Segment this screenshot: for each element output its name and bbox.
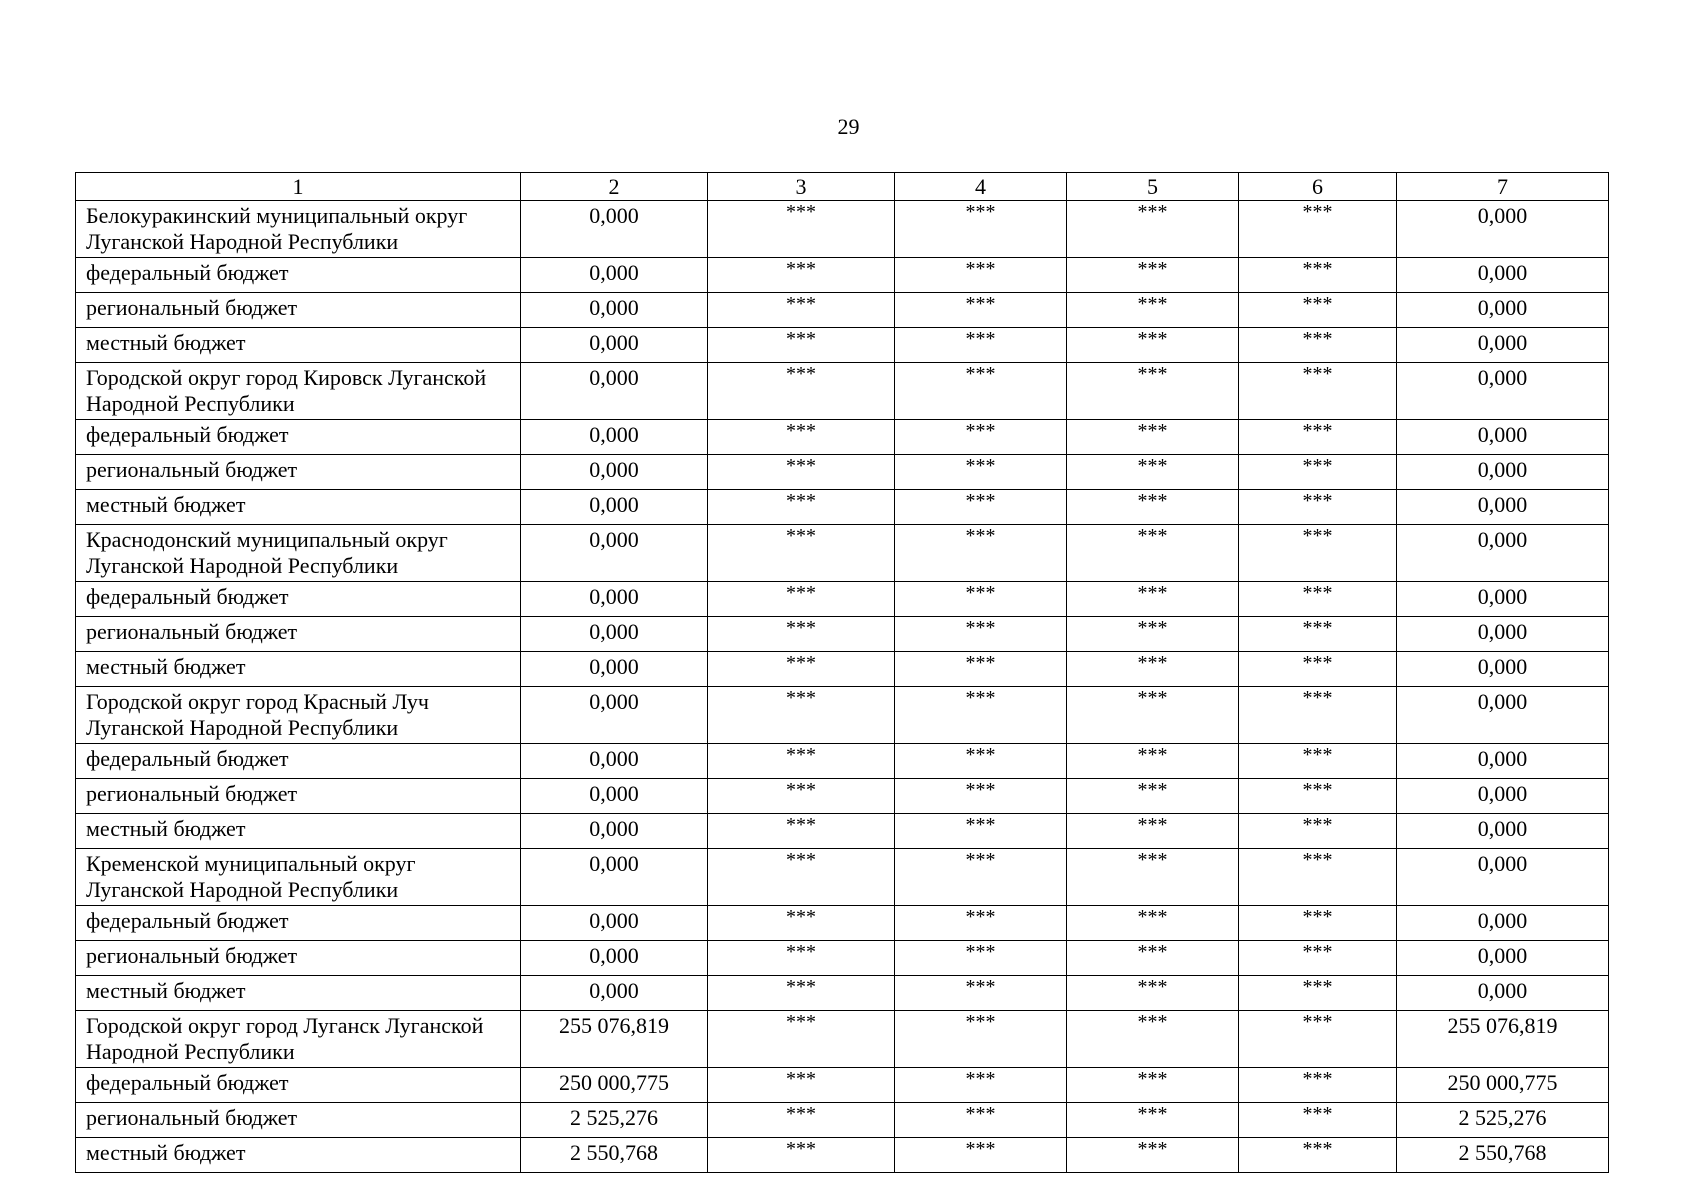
- row-name-cell: федеральный бюджет: [76, 420, 521, 455]
- column-5-cell: ***: [1067, 328, 1239, 363]
- column-4-cell: ***: [895, 420, 1067, 455]
- row-name-cell: местный бюджет: [76, 814, 521, 849]
- column-6-cell: ***: [1239, 525, 1397, 582]
- column-4-cell: ***: [895, 1011, 1067, 1068]
- column-7-cell: 0,000: [1397, 779, 1609, 814]
- column-5-cell: ***: [1067, 779, 1239, 814]
- table-row: [76, 779, 1609, 814]
- column-6-cell: ***: [1239, 1011, 1397, 1068]
- column-header-7: 7: [1397, 173, 1609, 201]
- column-4-cell: ***: [895, 744, 1067, 779]
- column-header-1: 1: [76, 173, 521, 201]
- column-2-cell: 0,000: [521, 582, 708, 617]
- column-7-cell: 0,000: [1397, 490, 1609, 525]
- column-3-cell: ***: [708, 941, 895, 976]
- column-4-cell: ***: [895, 201, 1067, 258]
- column-6-cell: ***: [1239, 201, 1397, 258]
- column-5-cell: ***: [1067, 906, 1239, 941]
- row-name-cell: региональный бюджет: [76, 779, 521, 814]
- row-name-cell: региональный бюджет: [76, 293, 521, 328]
- column-3-cell: ***: [708, 420, 895, 455]
- column-7-cell: 0,000: [1397, 328, 1609, 363]
- column-7-cell: 0,000: [1397, 293, 1609, 328]
- column-5-cell: ***: [1067, 744, 1239, 779]
- column-2-cell: 0,000: [521, 906, 708, 941]
- column-7-cell: 255 076,819: [1397, 1011, 1609, 1068]
- column-2-cell: 0,000: [521, 455, 708, 490]
- column-2-cell: 0,000: [521, 328, 708, 363]
- column-2-cell: 2 550,768: [521, 1138, 708, 1173]
- table-row: [76, 941, 1609, 976]
- row-name-cell: Кременской муниципальный округ Луганской Народной Республики: [76, 849, 521, 906]
- column-2-cell: 0,000: [521, 490, 708, 525]
- column-3-cell: ***: [708, 652, 895, 687]
- column-3-cell: ***: [708, 455, 895, 490]
- column-6-cell: ***: [1239, 455, 1397, 490]
- column-5-cell: ***: [1067, 420, 1239, 455]
- column-6-cell: ***: [1239, 652, 1397, 687]
- column-2-cell: 0,000: [521, 525, 708, 582]
- column-2-cell: 0,000: [521, 814, 708, 849]
- table-row: [76, 582, 1609, 617]
- table-row: [76, 490, 1609, 525]
- column-2-cell: 0,000: [521, 744, 708, 779]
- column-5-cell: ***: [1067, 490, 1239, 525]
- table-row: [76, 420, 1609, 455]
- column-3-cell: ***: [708, 906, 895, 941]
- column-7-cell: 0,000: [1397, 941, 1609, 976]
- column-7-cell: 0,000: [1397, 744, 1609, 779]
- column-3-cell: ***: [708, 687, 895, 744]
- column-6-cell: ***: [1239, 258, 1397, 293]
- column-3-cell: ***: [708, 814, 895, 849]
- column-5-cell: ***: [1067, 814, 1239, 849]
- column-2-cell: 0,000: [521, 420, 708, 455]
- row-name-cell: региональный бюджет: [76, 617, 521, 652]
- row-name-cell: региональный бюджет: [76, 941, 521, 976]
- column-6-cell: ***: [1239, 1103, 1397, 1138]
- column-3-cell: ***: [708, 617, 895, 652]
- column-7-cell: 0,000: [1397, 906, 1609, 941]
- column-4-cell: ***: [895, 293, 1067, 328]
- column-5-cell: ***: [1067, 976, 1239, 1011]
- row-name-cell: федеральный бюджет: [76, 582, 521, 617]
- column-2-cell: 0,000: [521, 201, 708, 258]
- column-4-cell: ***: [895, 1068, 1067, 1103]
- column-5-cell: ***: [1067, 1103, 1239, 1138]
- column-2-cell: 0,000: [521, 687, 708, 744]
- column-6-cell: ***: [1239, 687, 1397, 744]
- column-6-cell: ***: [1239, 328, 1397, 363]
- table-row: [76, 455, 1609, 490]
- row-name-cell: местный бюджет: [76, 976, 521, 1011]
- column-4-cell: ***: [895, 652, 1067, 687]
- column-3-cell: ***: [708, 744, 895, 779]
- table-row: [76, 652, 1609, 687]
- table-row: [76, 1068, 1609, 1103]
- column-5-cell: ***: [1067, 617, 1239, 652]
- column-6-cell: ***: [1239, 814, 1397, 849]
- row-name-cell: федеральный бюджет: [76, 258, 521, 293]
- column-3-cell: ***: [708, 1103, 895, 1138]
- row-name-cell: Городской округ город Кировск Луганской Народной Республики: [76, 363, 521, 420]
- table-row: [76, 617, 1609, 652]
- column-4-cell: ***: [895, 490, 1067, 525]
- row-name-cell: местный бюджет: [76, 328, 521, 363]
- table-row: [76, 814, 1609, 849]
- column-2-cell: 2 525,276: [521, 1103, 708, 1138]
- row-name-cell: местный бюджет: [76, 490, 521, 525]
- column-7-cell: 0,000: [1397, 525, 1609, 582]
- column-header-4: 4: [895, 173, 1067, 201]
- column-5-cell: ***: [1067, 201, 1239, 258]
- column-2-cell: 0,000: [521, 849, 708, 906]
- row-name-cell: федеральный бюджет: [76, 906, 521, 941]
- column-3-cell: ***: [708, 525, 895, 582]
- budget-table: [75, 172, 1609, 1173]
- column-6-cell: ***: [1239, 363, 1397, 420]
- column-4-cell: ***: [895, 1103, 1067, 1138]
- column-2-cell: 0,000: [521, 258, 708, 293]
- column-7-cell: 0,000: [1397, 201, 1609, 258]
- column-4-cell: ***: [895, 363, 1067, 420]
- column-7-cell: 2 525,276: [1397, 1103, 1609, 1138]
- column-2-cell: 0,000: [521, 652, 708, 687]
- column-3-cell: ***: [708, 582, 895, 617]
- column-3-cell: ***: [708, 1138, 895, 1173]
- column-3-cell: ***: [708, 328, 895, 363]
- column-7-cell: 0,000: [1397, 814, 1609, 849]
- column-header-2: 2: [521, 173, 708, 201]
- table-row: [76, 906, 1609, 941]
- column-5-cell: ***: [1067, 1138, 1239, 1173]
- column-6-cell: ***: [1239, 420, 1397, 455]
- column-6-cell: ***: [1239, 293, 1397, 328]
- column-4-cell: ***: [895, 906, 1067, 941]
- column-4-cell: ***: [895, 617, 1067, 652]
- table-row: [76, 1103, 1609, 1138]
- column-4-cell: ***: [895, 941, 1067, 976]
- column-7-cell: 0,000: [1397, 976, 1609, 1011]
- column-5-cell: ***: [1067, 363, 1239, 420]
- table-row: [76, 1138, 1609, 1173]
- table-row: [76, 363, 1609, 420]
- column-6-cell: ***: [1239, 1138, 1397, 1173]
- column-4-cell: ***: [895, 258, 1067, 293]
- column-2-cell: 0,000: [521, 941, 708, 976]
- column-5-cell: ***: [1067, 582, 1239, 617]
- table-row: [76, 687, 1609, 744]
- column-3-cell: ***: [708, 363, 895, 420]
- column-2-cell: 255 076,819: [521, 1011, 708, 1068]
- table-row: [76, 293, 1609, 328]
- column-4-cell: ***: [895, 525, 1067, 582]
- column-3-cell: ***: [708, 779, 895, 814]
- row-name-cell: Белокуракинский муниципальный округ Луганской Народной Республики: [76, 201, 521, 258]
- column-7-cell: 0,000: [1397, 652, 1609, 687]
- column-4-cell: ***: [895, 976, 1067, 1011]
- column-4-cell: ***: [895, 814, 1067, 849]
- column-4-cell: ***: [895, 582, 1067, 617]
- table-row: [76, 328, 1609, 363]
- column-header-5: 5: [1067, 173, 1239, 201]
- table-body: [76, 201, 1609, 1173]
- row-name-cell: Краснодонский муниципальный округ Луганской Народной Республики: [76, 525, 521, 582]
- page-number: 29: [837, 114, 860, 139]
- column-6-cell: ***: [1239, 1068, 1397, 1103]
- row-name-cell: региональный бюджет: [76, 1103, 521, 1138]
- column-7-cell: 0,000: [1397, 849, 1609, 906]
- column-7-cell: 0,000: [1397, 258, 1609, 293]
- column-3-cell: ***: [708, 201, 895, 258]
- column-5-cell: ***: [1067, 258, 1239, 293]
- table-row: [76, 258, 1609, 293]
- table-row: [76, 1011, 1609, 1068]
- column-6-cell: ***: [1239, 976, 1397, 1011]
- row-name-cell: местный бюджет: [76, 652, 521, 687]
- column-5-cell: ***: [1067, 687, 1239, 744]
- column-7-cell: 0,000: [1397, 363, 1609, 420]
- column-3-cell: ***: [708, 490, 895, 525]
- column-2-cell: 0,000: [521, 293, 708, 328]
- column-2-cell: 0,000: [521, 976, 708, 1011]
- column-3-cell: ***: [708, 258, 895, 293]
- column-7-cell: 0,000: [1397, 582, 1609, 617]
- column-4-cell: ***: [895, 328, 1067, 363]
- column-6-cell: ***: [1239, 582, 1397, 617]
- column-2-cell: 0,000: [521, 617, 708, 652]
- column-5-cell: ***: [1067, 849, 1239, 906]
- column-4-cell: ***: [895, 1138, 1067, 1173]
- column-4-cell: ***: [895, 455, 1067, 490]
- column-2-cell: 250 000,775: [521, 1068, 708, 1103]
- column-3-cell: ***: [708, 849, 895, 906]
- row-name-cell: федеральный бюджет: [76, 1068, 521, 1103]
- column-5-cell: ***: [1067, 1068, 1239, 1103]
- column-4-cell: ***: [895, 779, 1067, 814]
- column-2-cell: 0,000: [521, 363, 708, 420]
- column-7-cell: 0,000: [1397, 455, 1609, 490]
- column-2-cell: 0,000: [521, 779, 708, 814]
- column-4-cell: ***: [895, 849, 1067, 906]
- column-5-cell: ***: [1067, 455, 1239, 490]
- column-7-cell: 0,000: [1397, 617, 1609, 652]
- row-name-cell: Городской округ город Красный Луч Луганской Народной Республики: [76, 687, 521, 744]
- column-6-cell: ***: [1239, 617, 1397, 652]
- column-header-3: 3: [708, 173, 895, 201]
- column-7-cell: 0,000: [1397, 687, 1609, 744]
- table-row: [76, 976, 1609, 1011]
- column-3-cell: ***: [708, 1068, 895, 1103]
- column-6-cell: ***: [1239, 744, 1397, 779]
- row-name-cell: Городской округ город Луганск Луганской Народной Республики: [76, 1011, 521, 1068]
- table-header-row: [76, 173, 1609, 201]
- row-name-cell: федеральный бюджет: [76, 744, 521, 779]
- table-row: [76, 525, 1609, 582]
- column-3-cell: ***: [708, 976, 895, 1011]
- column-5-cell: ***: [1067, 1011, 1239, 1068]
- column-5-cell: ***: [1067, 293, 1239, 328]
- column-6-cell: ***: [1239, 490, 1397, 525]
- column-7-cell: 0,000: [1397, 420, 1609, 455]
- column-6-cell: ***: [1239, 906, 1397, 941]
- column-4-cell: ***: [895, 687, 1067, 744]
- column-3-cell: ***: [708, 293, 895, 328]
- table-row: [76, 201, 1609, 258]
- column-3-cell: ***: [708, 1011, 895, 1068]
- column-6-cell: ***: [1239, 941, 1397, 976]
- column-header-6: 6: [1239, 173, 1397, 201]
- column-7-cell: 250 000,775: [1397, 1068, 1609, 1103]
- column-5-cell: ***: [1067, 525, 1239, 582]
- column-6-cell: ***: [1239, 779, 1397, 814]
- column-6-cell: ***: [1239, 849, 1397, 906]
- column-5-cell: ***: [1067, 941, 1239, 976]
- table-row: [76, 849, 1609, 906]
- table-row: [76, 744, 1609, 779]
- column-5-cell: ***: [1067, 652, 1239, 687]
- row-name-cell: местный бюджет: [76, 1138, 521, 1173]
- row-name-cell: региональный бюджет: [76, 455, 521, 490]
- column-7-cell: 2 550,768: [1397, 1138, 1609, 1173]
